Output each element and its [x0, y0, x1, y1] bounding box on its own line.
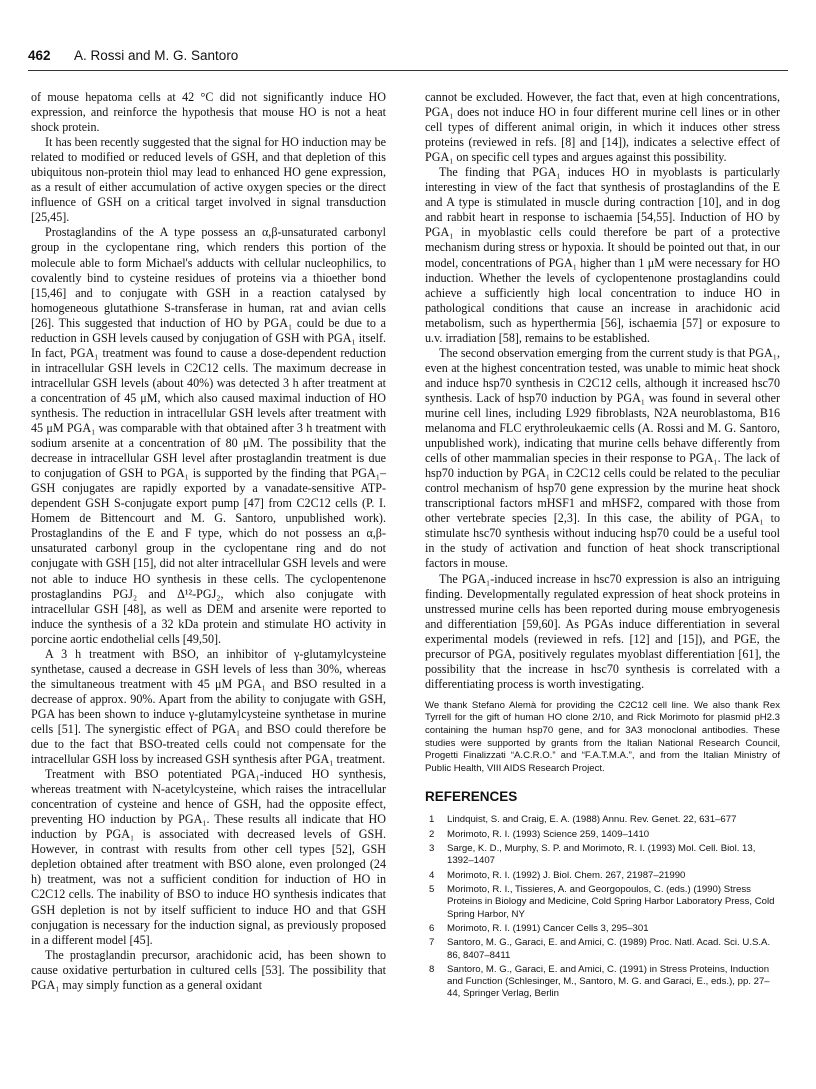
paragraph: Prostaglandins of the A type possess an α,β-unsaturated carbonyl group in the cyclopentane ring, which renders this portion of the molecule able to form Michael's adducts with cellular nucleophilics, to covalently bind to cysteine residues of proteins via a thioether bond [15,46] and to conjugate with GSH in a reaction catalysed by homogeneous glutathione S-transferase in human, rat and avian cells [26]. This suggested that induction of HO by PGA₁ could be due to a reduction in GSH levels caused by conjugation of GSH with PGA₁ itself. In fact, PGA₁ treatment was found to cause a dose-dependent reduction in intracellular GSH levels in C2C12 cells. The maximum decrease in intracellular GSH levels (about 40%) was detected 3 h after treatment at a concentration of 45 μM, which also caused maximal induction of HO synthesis. The reduction in intracellular GSH levels after treatment with 45 μM PGA₁ was comparable with that obtained after 3 h treatment with sodium arsenite at a concentration of 80 μM. The possibility that the decrease in intracellular GSH level after prostaglandin treatment is due to conjugation of GSH to PGA₁ is supported by the finding that PGA₁–GSH conjugates are rapidly exported by a vanadate-sensitive ATP-dependent GSH S-conjugate export pump [47] from C2C12 cells (P. I. Homem de Bittencourt and M. G. Santoro, unpublished work). Prostaglandins of the E and F type, which do not possess an α,β-unsaturated carbonyl group in the cyclopentane ring and do not conjugate with GSH [15], did not alter intracellular GSH levels and were not able to induce HO synthesis in these cells. The cyclopentenone prostaglandins PGJ₂ and Δ¹²-PGJ₂, which also conjugate with intracellular GSH [48], as well as DEM and arsenite were reported to induce the synthesis of a 32 kDa protein and stimulate HO activity in porcine aortic endothelial cells [49,50].	[31, 225, 386, 646]
reference-item	[425, 843, 780, 867]
page-header	[28, 48, 788, 74]
reference-text: Santoro, M. G., Garaci, E. and Amici, C. (1991) in Stress Proteins, Induction and Function (Schlesinger, M., Santoro, M. G. and Garaci, E., eds.), pp. 27–44, Springer Verlag, Berlin	[447, 964, 770, 1000]
acknowledgements: We thank Stefano Alemà for providing the C2C12 cell line. We also thank Rex Tyrrell for the gift of human HO clone 2/10, and Rick Morimoto for plasmid pH2.3 containing the human hsp70 gene, and for 3A3 monoclonal antibodies. These studies were supported by grants from the Italian National Research Council, Progetti Finalizzati “A.C.R.O.” and “F.A.T.M.A.”, and from the Italian Ministry of Public Health, VIII AIDS Research Project.	[425, 699, 780, 774]
reference-number: 2	[429, 828, 435, 840]
reference-item	[425, 814, 780, 826]
page-number: 462	[28, 48, 51, 63]
reference-text: Morimoto, R. I. (1993) Science 259, 1409–1410	[447, 828, 650, 840]
reference-text: Morimoto, R. I. (1991) Cancer Cells 3, 295–301	[447, 923, 649, 935]
reference-text: Sarge, K. D., Murphy, S. P. and Morimoto, R. I. (1993) Mol. Cell. Biol. 13, 1392–1407	[447, 843, 756, 867]
reference-item	[425, 937, 780, 961]
right-column	[425, 90, 780, 1003]
reference-item	[425, 964, 780, 1001]
running-title: A. Rossi and M. G. Santoro	[74, 48, 239, 63]
paragraph: It has been recently suggested that the signal for HO induction may be related to modified or reduced levels of GSH, and that depletion of this ubiquitous non-protein thiol may lead to enhanced HO gene expression, as a result of either accumulation of active oxygen species or the direct influence of GSH on a critical target involved in signal transduction [25,45].	[31, 135, 386, 225]
references-heading: REFERENCES	[425, 789, 518, 805]
reference-list	[425, 814, 780, 1000]
reference-text: Morimoto, R. I., Tissieres, A. and Georgopoulos, C. (eds.) (1990) Stress Proteins in Biology and Medicine, Cold Spring Harbor Laboratory Press, Cold Spring Harbor, NY	[447, 884, 775, 920]
reference-number: 8	[429, 964, 435, 976]
reference-number: 3	[429, 843, 435, 855]
paragraph: cannot be excluded. However, the fact that, even at high concentrations, PGA₁ does not induce HO in four different murine cell lines or in other cell types of different animal origin, in which it induces other stress proteins (reviewed in refs. [8] and [14]), indicates a selective effect of PGA₁ on specific cell types and argues against this possibility.	[425, 90, 780, 165]
reference-number: 4	[429, 869, 435, 881]
header-rule	[28, 70, 788, 71]
reference-number: 6	[429, 923, 435, 935]
reference-text: Morimoto, R. I. (1992) J. Biol. Chem. 267, 21987–21990	[447, 869, 686, 881]
left-column	[31, 90, 386, 993]
reference-text: Lindquist, S. and Craig, E. A. (1988) Annu. Rev. Genet. 22, 631–677	[447, 814, 737, 826]
reference-number: 1	[429, 814, 435, 826]
paragraph: The prostaglandin precursor, arachidonic acid, has been shown to cause oxidative perturbation in cultured cells [53]. The possibility that PGA₁ may simply function as a general oxidant	[31, 947, 386, 992]
reference-number: 5	[429, 884, 435, 896]
reference-text: Santoro, M. G., Garaci, E. and Amici, C. (1989) Proc. Natl. Acad. Sci. U.S.A. 86, 8407–8411	[447, 937, 771, 961]
paragraph: Treatment with BSO potentiated PGA₁-induced HO synthesis, whereas treatment with N-acetylcysteine, which raises the intracellular concentration of cysteine and hence of GSH, had the opposite effect, preventing HO induction by PGA₁. These results all indicate that HO induction by PGA₁ is associated with decreased levels of GSH. However, in contrast with results from other cell types [52], GSH depletion obtained after treatment with BSO alone, even prolonged (24 h) treatment, was not a sufficient condition for induction of HO in C2C12 cells. The inability of BSO to induce HO synthesis indicates that GSH depletion is not by itself sufficient to induce HO and that GSH conjugation is necessary for the induction signal, as previously proposed in a different model [45].	[31, 767, 386, 947]
reference-item	[425, 884, 780, 921]
paragraph: The finding that PGA₁ induces HO in myoblasts is particularly interesting in view of the fact that synthesis of prostaglandins of the E and A type is stimulated in muscle during contraction [10], and in dog and rabbit heart in response to ischaemia [54,55]. Induction of HO by PGA₁ in myoblastic cells could therefore be part of a protective mechanism during stress or hypoxia. It should be pointed out that, in our model, concentrations of PGA₁ higher than 1 μM were necessary for HO induction. Whether the levels of cyclopentenone prostaglandins could achieve a sufficiently high local concentration to induce HO in pathological conditions that cause an increase in arachidonic acid metabolism, such as hyperthermia [56], ischaemia [57] or exposure to u.v. irradiation [58], remains to be established.	[425, 165, 780, 345]
reference-item	[425, 870, 780, 882]
reference-item	[425, 829, 780, 841]
reference-item	[425, 923, 780, 935]
paragraph: of mouse hepatoma cells at 42 °C did not significantly induce HO expression, and reinforce the hypothesis that mouse HO is not a heat shock protein.	[31, 90, 386, 135]
paragraph: A 3 h treatment with BSO, an inhibitor of γ-glutamylcysteine synthetase, caused a decrease in GSH levels of less than 30%, whereas the simultaneous treatment with 45 μM PGA₁ and BSO resulted in a decrease of approx. 90%. Apart from the ability to conjugate with GSH, PGA has been shown to induce γ-glutamylcysteine synthetase in murine cells [51]. The synergistic effect of PGA₁ and BSO could therefore be due to the fact that BSO-treated cells could not compensate for the intracellular GSH loss by increased GSH synthesis after PGA₁ treatment.	[31, 646, 386, 767]
paragraph: The second observation emerging from the current study is that PGA₁, even at the highest concentration tested, was unable to mimic heat shock and induce hsp70 synthesis in C2C12 cells, although it increased hsc70 synthesis. Lack of hsp70 induction by PGA₁ was found in several other murine cell lines, including L929 fibroblasts, N2A neuroblastoma, B16 melanoma and FLC erythroleukaemic cells (A. Rossi and M. G. Santoro, unpublished work), indicating that murine cells behave differently from cells of other mammalian species in their response to PGA₁. The lack of hsp70 induction by PGA₁ in C2C12 cells could be related to the peculiar control mechanism of hsp70 gene expression by the murine heat shock transcriptional factors mHSF1 and mHSF2, compared with those from other vertebrate species [2,3]. In this case, the ability of PGA₁ to stimulate hsc70 synthesis without inducing hsp70 could be a useful tool in the study of activation and function of heat shock transcriptional factors in mouse.	[425, 345, 780, 571]
paragraph: The PGA₁-induced increase in hsc70 expression is also an intriguing finding. Developmentally regulated expression of heat shock proteins in unstressed murine cells has been reported during mouse embryogenesis and differentiation [59,60]. As PGAs induce differentiation in several experimental models (reviewed in refs. [12] and [15]), and PGE, the precursor of PGA, positively regulates myoblast differentiation [61], the possibility that the increase in hsc70 synthesis is correlated with a differentiating process is worth investigating.	[425, 571, 780, 691]
reference-number: 7	[429, 937, 435, 949]
